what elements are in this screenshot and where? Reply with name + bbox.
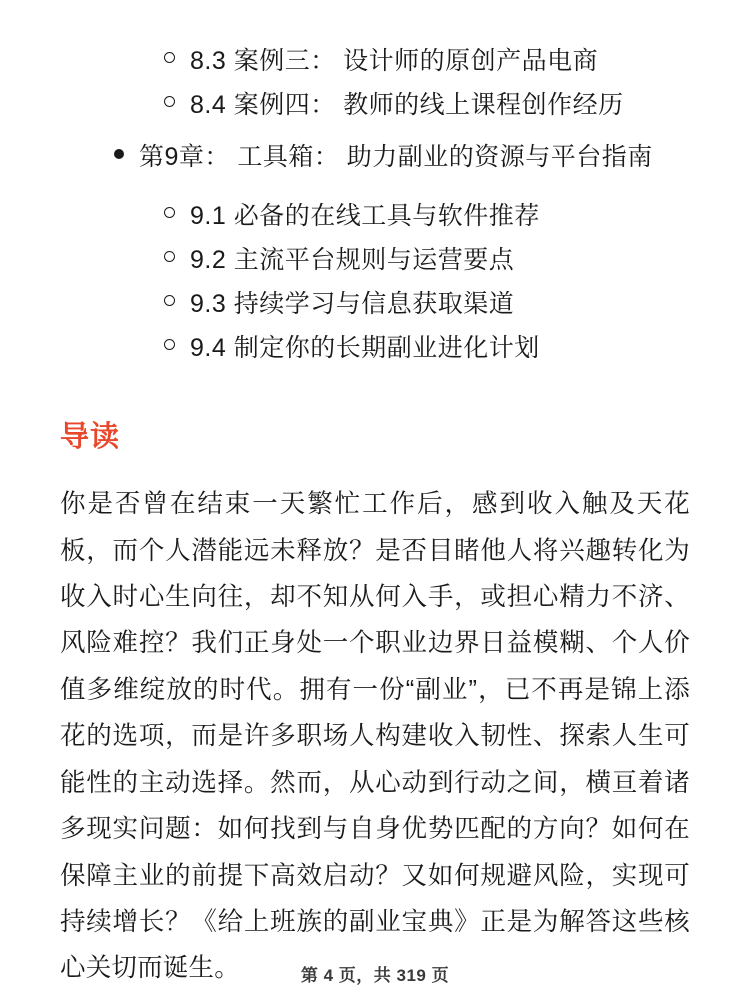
toc-entry[interactable] <box>60 84 690 128</box>
toc-entry[interactable] <box>60 40 690 84</box>
toc-entry-label: 8.3 案例三： 设计师的原创产品电商 <box>190 47 599 75</box>
toc-entry[interactable] <box>60 239 690 283</box>
toc-entry-chapter[interactable] <box>60 136 690 180</box>
page-footer: 第 4 页，共 319 页 <box>300 966 450 985</box>
toc-entry-label: 8.4 案例四： 教师的线上课程创作经历 <box>190 90 624 119</box>
bullet-hollow-icon <box>164 251 175 262</box>
table-of-contents <box>60 40 690 370</box>
toc-entry[interactable] <box>60 283 690 327</box>
bullet-hollow-icon <box>164 339 175 350</box>
bullet-hollow-icon <box>164 96 175 107</box>
bullet-hollow-icon <box>164 295 175 306</box>
bullet-hollow-icon <box>164 52 175 63</box>
toc-entry[interactable] <box>60 195 690 239</box>
bullet-solid-icon <box>114 149 124 159</box>
toc-entry[interactable] <box>60 327 690 371</box>
toc-spacer <box>60 179 690 195</box>
toc-spacer <box>60 128 690 136</box>
bullet-hollow-icon <box>164 207 175 218</box>
body-paragraph: 你是否曾在结束一天繁忙工作后，感到收入触及天花板，而个人潜能远未释放？是否目睹他人将兴趣转化为收入时心生向往，却不知从何入手，或担心精力不济、风险难控？我们正身处一个职业边界日益模糊、个人价值多维绽放的时代。拥有一份“副业”，已不再是锦上添花的选项，而是许多职场人构建收入韧性、探索人生可能性的主动选择。然而，从心动到行动之间，横亘着诸多现实问题：如何找到与自身优势匹配的方向？如何在保障主业的前提下高效启动？又如何规避风险，实现可持续增长？《给上班族的副业宝典》正是为解答这些核心关切而诞生。 <box>60 490 690 983</box>
toc-entry-label: 9.2 主流平台规则与运营要点 <box>190 246 515 274</box>
toc-entry-label: 9.4 制定你的长期副业进化计划 <box>190 333 540 362</box>
section-heading: 导读 <box>60 421 121 454</box>
toc-entry-label: 第9章： 工具箱： 助力副业的资源与平台指南 <box>139 142 653 171</box>
toc-entry-label: 9.3 持续学习与信息获取渠道 <box>190 289 515 318</box>
toc-entry-label: 9.1 必备的在线工具与软件推荐 <box>190 202 540 231</box>
